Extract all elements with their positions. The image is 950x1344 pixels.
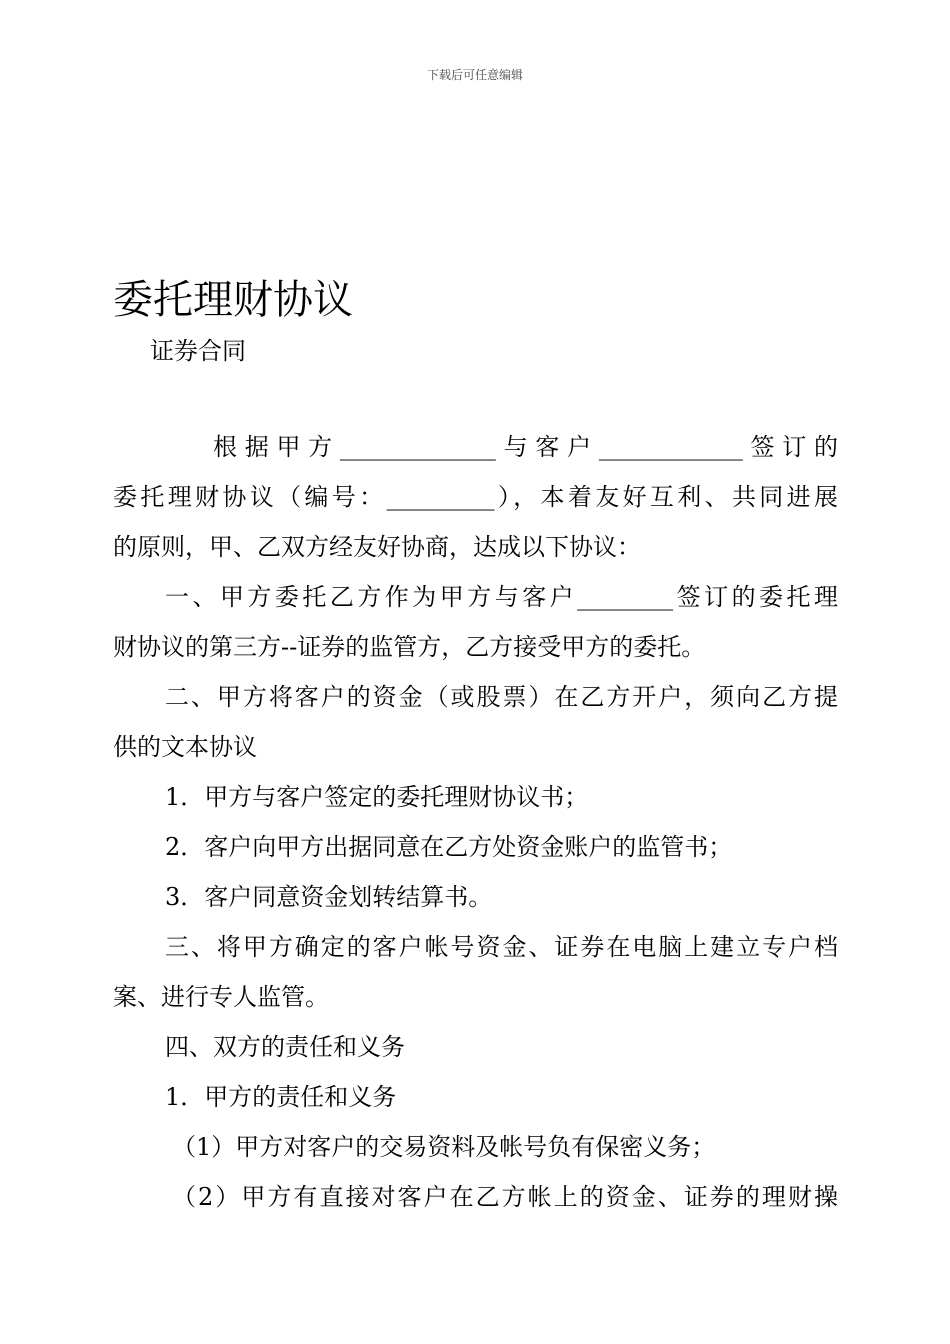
list-item: 1．甲方的责任和义务 [165, 1083, 397, 1111]
paragraph-line: 一、甲方委托乙方作为甲方与客户________签订的委托理 [165, 583, 838, 611]
document-title: 委托理财协议 [113, 277, 353, 323]
paragraph-line: 委托理财协议（编号：_________），本着友好互利、共同进展 [113, 483, 838, 511]
paragraph-line: 根据甲方_____________与客户____________签订的 [213, 433, 838, 461]
list-item: （1）甲方对客户的交易资料及帐号负有保密义务； [172, 1133, 716, 1161]
paragraph-line: 二、甲方将客户的资金（或股票）在乙方开户，须向乙方提 [165, 683, 838, 711]
page-header-note: 下载后可任意编辑 [426, 68, 523, 82]
document-subtitle: 证券合同 [150, 337, 246, 365]
list-item: （2）甲方有直接对客户在乙方帐上的资金、证券的理财操 [172, 1183, 838, 1211]
paragraph-line: 财协议的第三方--证券的监管方，乙方接受甲方的委托。 [113, 633, 706, 661]
section-heading: 四、双方的责任和义务 [165, 1033, 405, 1061]
paragraph-line: 的原则，甲、乙双方经友好协商，达成以下协议： [113, 533, 641, 561]
list-item: 3．客户同意资金划转结算书。 [165, 883, 493, 911]
list-item: 1．甲方与客户签定的委托理财协议书； [165, 783, 589, 811]
paragraph-line: 案、进行专人监管。 [113, 983, 329, 1011]
list-item: 2．客户向甲方出据同意在乙方处资金账户的监管书； [165, 833, 733, 861]
paragraph-line: 供的文本协议 [113, 733, 257, 761]
paragraph-line: 三、将甲方确定的客户帐号资金、证券在电脑上建立专户档 [165, 933, 838, 961]
